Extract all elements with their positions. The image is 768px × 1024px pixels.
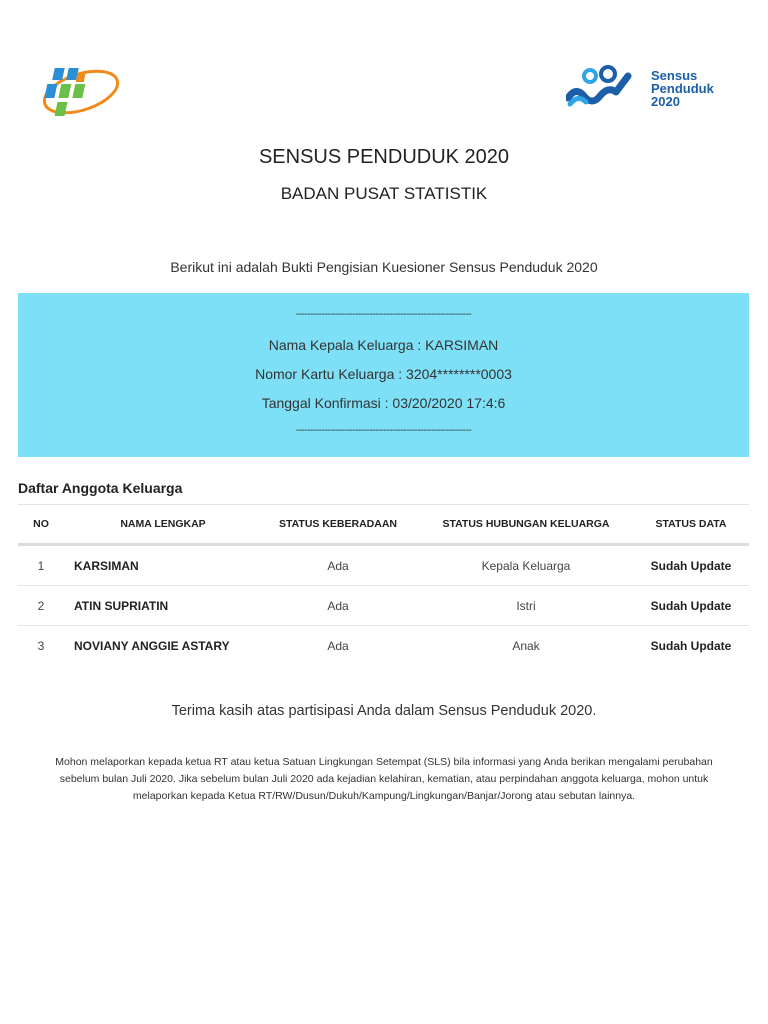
page-subtitle: BADAN PUSAT STATISTIK <box>280 184 488 203</box>
table-row <box>18 586 749 626</box>
row-status: Ada <box>327 638 349 653</box>
row-no: 3 <box>37 638 45 653</box>
intro-text: Berikut ini adalah Bukti Pengisian Kuesioner Sensus Penduduk 2020 <box>170 259 598 275</box>
head-of-family: Nama Kepala Keluarga : KARSIMAN <box>268 337 499 353</box>
row-relationship: Istri <box>516 598 536 613</box>
row-status: Ada <box>327 598 349 613</box>
separator-bottom: -------------------------------------------------------------- <box>295 425 472 436</box>
logo-word-sensus: Sensus <box>651 68 698 83</box>
col-data-status: STATUS DATA <box>655 518 727 530</box>
row-name: KARSIMAN <box>74 558 139 573</box>
row-name: NOVIANY ANGGIE ASTARY <box>74 638 230 653</box>
logo-word-year: 2020 <box>651 94 680 109</box>
table-row <box>18 546 749 586</box>
table-header <box>18 504 749 546</box>
logo-word-penduduk: Penduduk <box>651 81 714 96</box>
page-title: SENSUS PENDUDUK 2020 <box>258 146 510 168</box>
col-no: NO <box>33 518 49 530</box>
row-data-status: Sudah Update <box>650 598 732 613</box>
members-section-title: Daftar Anggota Keluarga <box>18 480 183 496</box>
thank-you-text: Terima kasih atas partisipasi Anda dalam Sensus Penduduk 2020. <box>171 703 597 719</box>
row-status: Ada <box>327 558 349 573</box>
row-relationship: Kepala Keluarga <box>481 558 571 573</box>
row-data-status: Sudah Update <box>650 638 732 653</box>
sensus-penduduk-logo <box>566 64 736 112</box>
row-data-status: Sudah Update <box>650 558 732 573</box>
members-table <box>18 504 749 665</box>
row-relationship: Anak <box>512 638 540 653</box>
row-no: 2 <box>37 598 45 613</box>
table-row <box>18 626 749 665</box>
separator-top: -------------------------------------------------------------- <box>295 309 472 320</box>
sensus-logo-text <box>651 69 714 108</box>
confirmation-box <box>18 293 749 457</box>
col-status: STATUS KEBERADAAN <box>278 518 398 530</box>
confirmation-date: Tanggal Konfirmasi : 03/20/2020 17:4:6 <box>261 395 506 411</box>
row-no: 1 <box>37 558 45 573</box>
bps-logo <box>40 62 122 124</box>
family-card-number: Nomor Kartu Keluarga : 3204********0003 <box>255 366 512 382</box>
col-relationship: STATUS HUBUNGAN KELUARGA <box>442 518 610 530</box>
row-name: ATIN SUPRIATIN <box>74 598 169 613</box>
col-name: NAMA LENGKAP <box>120 518 206 530</box>
reporting-note: Mohon melaporkan kepada ketua RT atau ketua Satuan Lingkungan Setempat (SLS) bila informasi yang Anda berikan mengalami perubahan sebelum bulan Juli 2020. Jika sebelum bulan Juli 2020 ada kejadian kelahiran, kematian, atau perpindahan anggota keluarga, mohon untuk melaporkan kepada Ketua RT/RW/Dusun/Dukuh/Kampung/Lingkungan/Banjar/Jorong atau sebutan lainnya. <box>55 756 713 802</box>
